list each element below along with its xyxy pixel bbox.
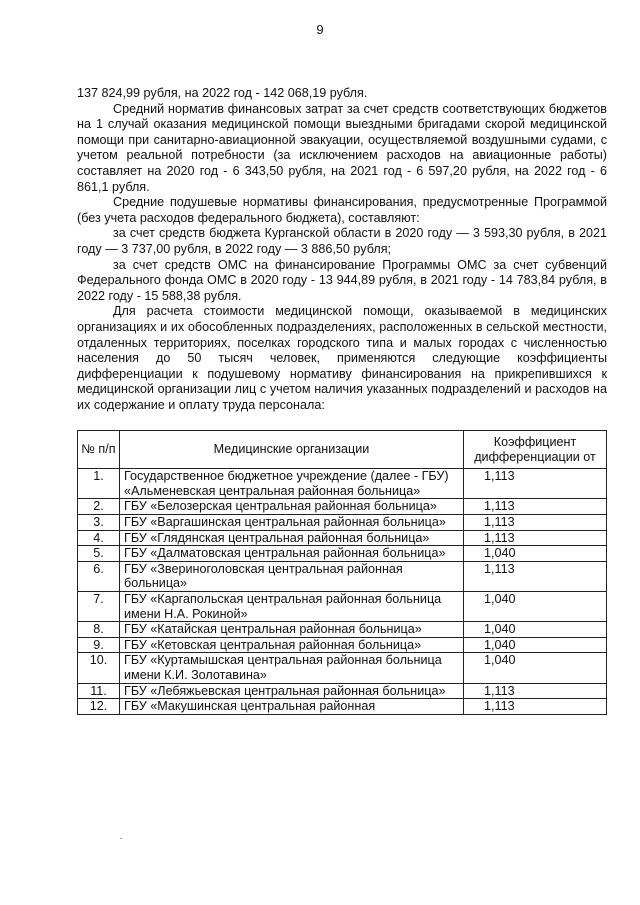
coefficient-value: 1,040 [464, 546, 607, 562]
coefficient-value: 1,040 [464, 637, 607, 653]
org-name: ГБУ «Макушинская центральная районная [120, 699, 464, 715]
row-number: 3. [78, 514, 120, 530]
org-name: ГБУ «Белозерская центральная районная больница» [120, 499, 464, 515]
header-coef: Коэффициент дифференциации от [464, 431, 607, 469]
coefficient-value: 1,113 [464, 514, 607, 530]
coefficient-table [77, 430, 607, 715]
table-row [78, 514, 607, 530]
paragraph: Средний норматив финансовых затрат за счет средств соответствующих бюджетов на 1 случай оказания медицинской помощи выездными бригадами скорой медицинской помощи при санитарно-авиационной эвакуации, осуществляемой воздушными судами, с учетом реальной потребности (за исключением расходов на авиационные работы) составляет на 2020 год - 6 343,50 рубля, на 2021 год - 6 597,20 рубля, на 2022 год - 6 861,1 рубля. [77, 101, 607, 194]
row-number: 5. [78, 546, 120, 562]
table-row [78, 683, 607, 699]
row-number: 2. [78, 499, 120, 515]
table-row [78, 653, 607, 683]
coefficient-value: 1,040 [464, 591, 607, 621]
row-number: 4. [78, 530, 120, 546]
row-number: 10. [78, 653, 120, 683]
table-row [78, 530, 607, 546]
paragraph: Для расчета стоимости медицинской помощи, оказываемой в медицинских организациях и их обособленных подразделениях, расположенных в сельской местности, отдаленных территориях, поселках городского типа и малых городах с численностью населения до 50 тысяч человек, применяются следующие коэффициенты дифференциации к подушевому нормативу финансирования на прикрепившихся к медицинской организации лиц с учетом наличия указанных подразделений и расходов на их содержание и оплату труда персонала: [77, 304, 607, 412]
org-name: ГБУ «Куртамышская центральная районная больница имени К.И. Золотавина» [120, 653, 464, 683]
org-name: ГБУ «Кетовская центральная районная больница» [120, 637, 464, 653]
org-name: ГБУ «Варгашинская центральная районная больница» [120, 514, 464, 530]
table-row [78, 469, 607, 499]
coefficient-value: 1,113 [464, 561, 607, 591]
coefficient-value: 1,113 [464, 530, 607, 546]
row-number: 12. [78, 699, 120, 715]
table-row [78, 637, 607, 653]
table-header-row [78, 431, 607, 469]
org-name: ГБУ «Глядянская центральная районная больница» [120, 530, 464, 546]
org-name: ГБУ «Звериноголовская центральная районная больница» [120, 561, 464, 591]
row-number: 1. [78, 469, 120, 499]
coefficient-value: 1,040 [464, 622, 607, 638]
paragraph: за счет средств ОМС на финансирование Программы ОМС за счет субвенций Федерального фонда ОМС в 2020 году - 13 944,89 рубля, в 2021 году - 14 783,84 рубля, в 2022 году - 15 588,38 рубля. [77, 257, 607, 303]
row-number: 8. [78, 622, 120, 638]
coefficient-value: 1,113 [464, 499, 607, 515]
table-row [78, 546, 607, 562]
coefficient-value: 1,113 [464, 469, 607, 499]
table-row [78, 622, 607, 638]
table-row [78, 499, 607, 515]
org-name: ГБУ «Катайская центральная районная больница» [120, 622, 464, 638]
header-org: Медицинские организации [120, 431, 464, 469]
row-number: 9. [78, 637, 120, 653]
header-num: № п/п [78, 431, 120, 469]
page-number: 9 [316, 22, 324, 37]
paragraph: Средние подушевые нормативы финансирования, предусмотренные Программой (без учета расходов федерального бюджета), составляют: [77, 195, 607, 225]
row-number: 11. [78, 683, 120, 699]
coefficient-value: 1,040 [464, 653, 607, 683]
row-number: 7. [78, 591, 120, 621]
scan-mark [120, 838, 122, 839]
coefficient-value: 1,113 [464, 699, 607, 715]
table-row [78, 699, 607, 715]
org-name: ГБУ «Далматовская центральная районная больница» [120, 546, 464, 562]
paragraph: 137 824,99 рубля, на 2022 год - 142 068,19 рубля. [77, 86, 368, 100]
body-text [77, 86, 607, 413]
table-row [78, 561, 607, 591]
row-number: 6. [78, 561, 120, 591]
coefficient-value: 1,113 [464, 683, 607, 699]
org-name: ГБУ «Каргапольская центральная районная больница имени Н.А. Рокиной» [120, 591, 464, 621]
org-name: Государственное бюджетное учреждение (далее - ГБУ) «Альменевская центральная районная больница» [120, 469, 464, 499]
paragraph: за счет средств бюджета Курганской области в 2020 году — 3 593,30 рубля, в 2021 году — 3 737,00 рубля, в 2022 году — 3 886,50 рубля; [77, 226, 607, 256]
org-name: ГБУ «Лебяжьевская центральная районная больница» [120, 683, 464, 699]
table-row [78, 591, 607, 621]
